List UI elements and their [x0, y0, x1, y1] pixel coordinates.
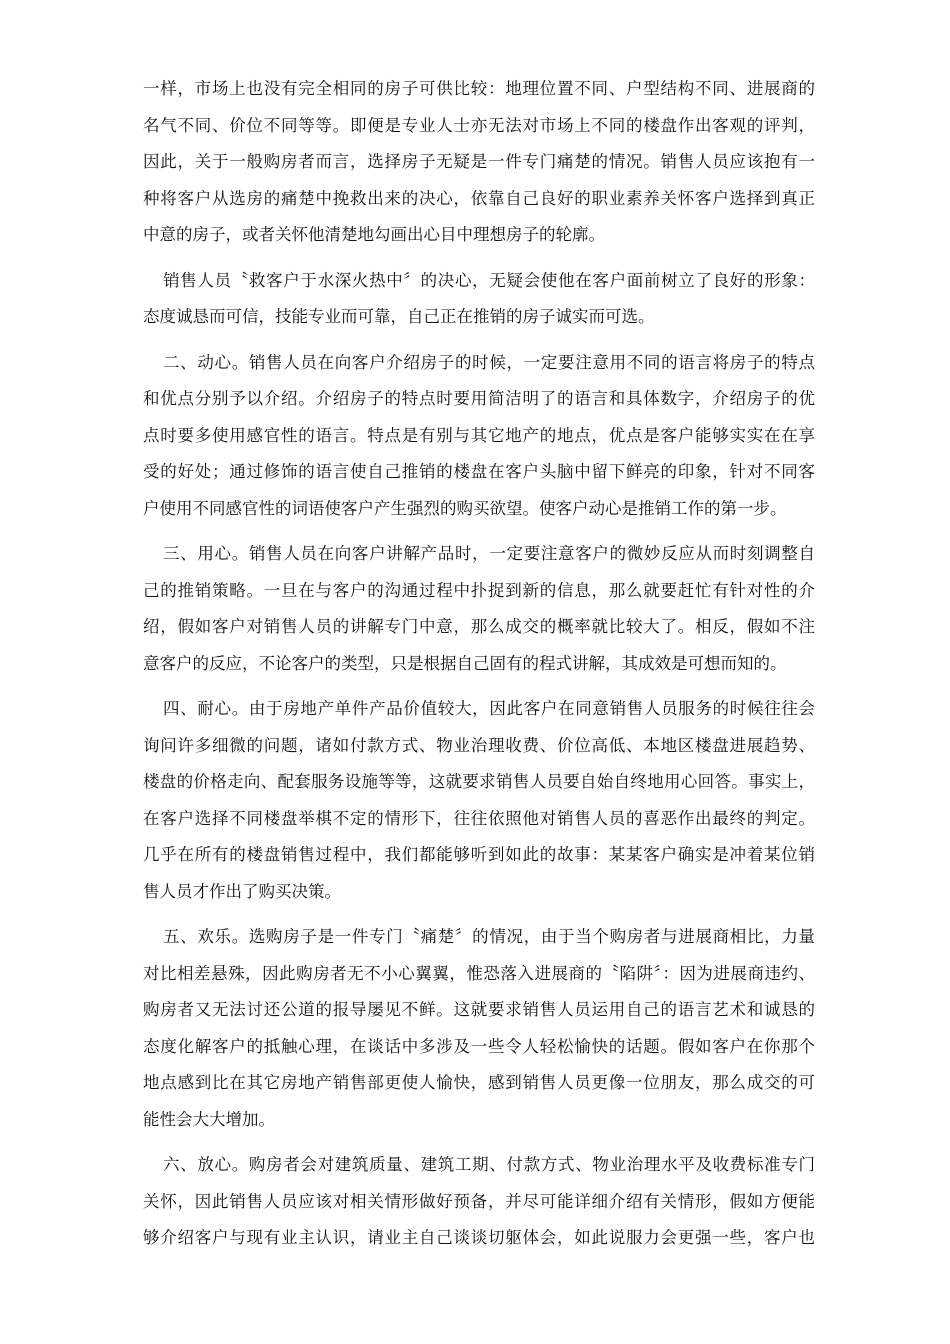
text-line: 够介绍客户与现有业主认识，请业主自己谈谈切躯体会，如此说服力会更强一些，客户也 — [143, 1228, 815, 1247]
paragraph — [143, 71, 815, 254]
text-line: 三、用心。销售人员在向客户讲解产品时，一定要注意客户的微妙反应从而时刻调整自 — [163, 544, 815, 563]
text-line: 点时要多使用感官性的语言。特点是有别与其它地产的地点，优点是客户能够实实在在享 — [143, 425, 815, 445]
text-line: 售人员才作出了购买决策。 — [143, 881, 341, 901]
paragraph — [143, 345, 815, 528]
document-page — [143, 71, 815, 1257]
text-line: 因此，关于一般购房者而言，选择房子无疑是一件专门痛楚的情况。销售人员应该抱有一 — [143, 152, 815, 171]
text-line: 绍，假如客户对销售人员的讲解专门中意，那么成交的概率就比较大了。相反，假如不注 — [143, 617, 815, 636]
text-line: 五、欢乐。选购房子是一件专门〝痛楚〞的情况，由于当个购房者与进展商相比，力量 — [163, 927, 815, 946]
text-line: 名气不同、价位不同等等。即便是专业人士亦无法对市场上不同的楼盘作出客观的评判， — [143, 115, 815, 135]
text-line: 几乎在所有的楼盘销售过程中，我们都能够听到如此的故事：某某客户确实是冲着某位销 — [143, 845, 815, 864]
text-line: 二、动心。销售人员在向客户介绍房子的时候，一定要注意用不同的语言将房子的特点 — [163, 352, 815, 372]
text-line: 态度诚恳而可信，技能专业而可靠，自己正在推销的房子诚实而可选。 — [143, 307, 655, 326]
text-line: 对比相差悬殊，因此购房者无不小心翼翼，惟恐落入进展商的〝陷阱〞：因为进展商违约、 — [143, 963, 815, 983]
paragraph — [143, 536, 815, 682]
text-line: 关怀，因此销售人员应该对相关情形做好预备，并尽可能详细介绍有关情形，假如方便能 — [143, 1191, 815, 1211]
text-line: 态度化解客户的抵触心理，在谈话中多涉及一些令人轻松愉快的话题。假如客户在你那个 — [143, 1036, 815, 1056]
paragraph — [143, 919, 815, 1138]
text-line: 能性会大大增加。 — [143, 1109, 275, 1129]
text-line: 种将客户从选房的痛楚中挽救出来的决心，依靠自己良好的职业素养关怀客户选择到真正 — [143, 188, 815, 208]
text-line: 六、放心。购房者会对建筑质量、建筑工期、付款方式、物业治理水平及收费标准专门 — [163, 1155, 815, 1174]
text-line: 户使用不同感官性的词语使客户产生强烈的购买欲望。使客户动心是推销工作的第一步。 — [143, 498, 787, 518]
text-line: 四、耐心。由于房地产单件产品价值较大，因此客户在同意销售人员服务的时候往往会 — [163, 699, 815, 718]
text-line: 购房者又无法讨还公道的报导屡见不鲜。这就要求销售人员运用自己的语言艺术和诚恳的 — [143, 1000, 815, 1019]
text-line: 受的好处；通过修饰的语言使自己推销的楼盘在客户头脑中留下鲜亮的印象，针对不同客 — [143, 462, 815, 481]
text-line: 己的推销策略。一旦在与客户的沟通过程中扑捉到新的信息，那么就要赶忙有针对性的介 — [143, 580, 815, 600]
text-line: 意客户的反应，不论客户的类型，只是根据自己固有的程式讲解，其成效是可想而知的。 — [143, 653, 787, 673]
paragraph — [143, 691, 815, 910]
text-line: 楼盘的价格走向、配套服务设施等等，这就要求销售人员要自始自终地用心回答。事实上， — [143, 772, 815, 791]
text-line: 和优点分别予以介绍。介绍房子的特点时要用简洁明了的语言和具体数字，介绍房子的优 — [143, 389, 815, 408]
text-line: 一样，市场上也没有完全相同的房子可供比较：地理位置不同、户型结构不同、进展商的 — [143, 79, 815, 98]
paragraph — [143, 263, 815, 336]
text-line: 中意的房子，或者关怀他清楚地勾画出心目中理想房子的轮廓。 — [143, 225, 605, 244]
text-line: 在客户选择不同楼盘举棋不定的情形下，往往依照他对销售人员的喜恶作出最终的判定。 — [143, 808, 815, 828]
paragraph — [143, 1147, 815, 1257]
text-line: 销售人员〝救客户于水深火热中〞的决心，无疑会使他在客户面前树立了良好的形象： — [163, 270, 815, 290]
text-line: 询问许多细微的问题，诸如付款方式、物业治理收费、价位高低、本地区楼盘进展趋势、 — [143, 735, 815, 755]
text-line: 地点感到比在其它房地产销售部更使人愉快，感到销售人员更像一位朋友，那么成交的可 — [143, 1073, 815, 1092]
